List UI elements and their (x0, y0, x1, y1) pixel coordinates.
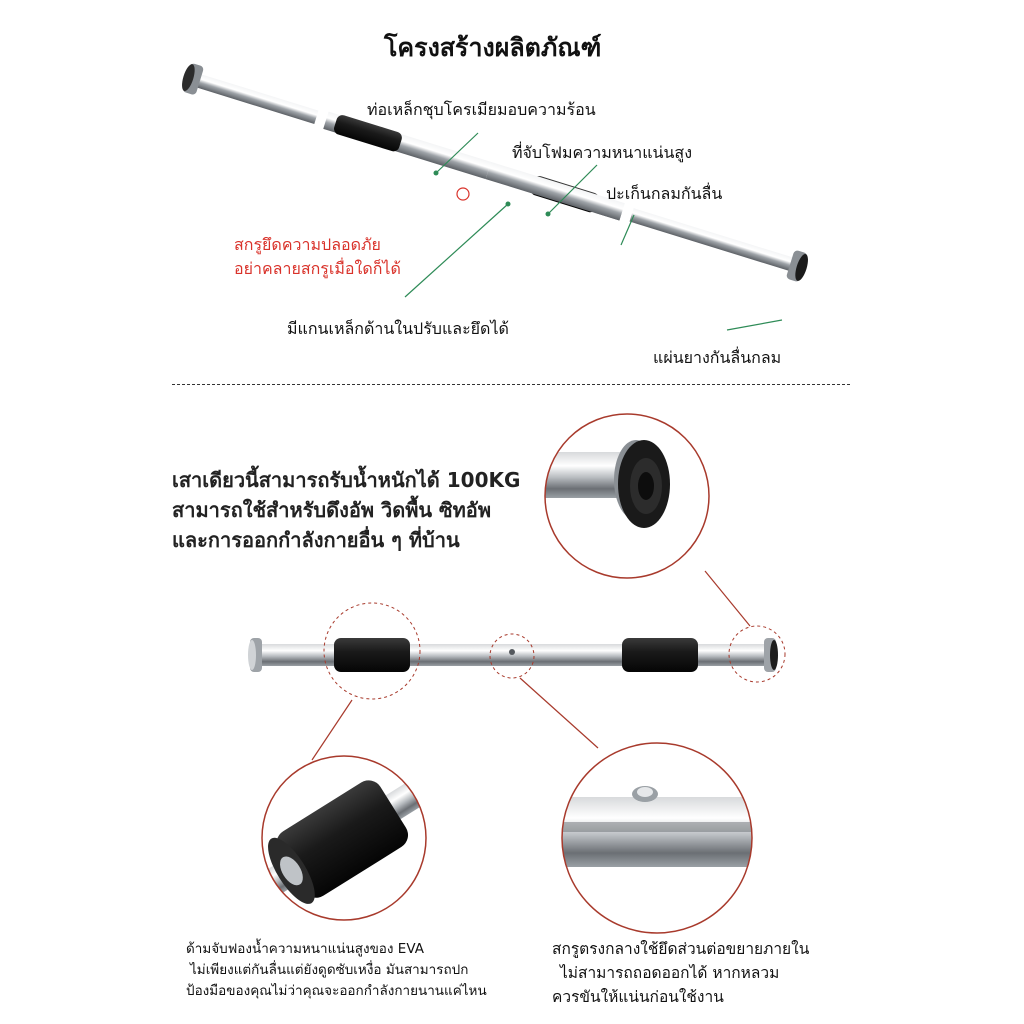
label-safety-screw: สกรูยึดความปลอดภัย (234, 235, 381, 254)
foam-grip-left (334, 638, 410, 672)
label-chrome-tube: ท่อเหล็กชุบโครเมียมอบความร้อน (367, 100, 596, 119)
caption-screw-line1: สกรูตรงกลางใช้ยึดส่วนต่อขยายภายใน (552, 940, 810, 958)
label-foam-grip: ที่จับโฟมความหนาแน่นสูง (512, 143, 692, 162)
horizontal-bar-illustration (248, 638, 778, 672)
caption-foam-line2: ไม่เพียงแต่กันลื่นแต่ยังดูดซับเหงื่อ มันสามารถปก (190, 962, 469, 978)
description-home: และการออกกำลังกายอื่น ๆ ที่บ้าน (172, 528, 460, 552)
page-title: โครงสร้างผลิตภัณฑ์ (384, 33, 602, 62)
zoom-center-screw (560, 743, 760, 933)
caption-foam-line3: ป้องมือของคุณไม่ว่าคุณจะออกกำลังกายนานแค่ไหน (186, 983, 487, 999)
safety-screw-marker (457, 188, 469, 200)
label-rubber-pad: แผ่นยางกันลื่นกลม (653, 348, 782, 367)
caption-screw-line3: ควรขันให้แน่นก่อนใช้งาน (552, 988, 724, 1006)
zoom-foam-grip (205, 721, 500, 944)
caption-foam-line1: ด้ามจับฟองน้ำความหนาแน่นสูงของ EVA (186, 941, 424, 957)
label-inner-rod: มีแกนเหล็กด้านในปรับและยึดได้ (287, 319, 509, 338)
description-uses: สามารถใช้สำหรับดึงอัพ วิดพื้น ซิทอัพ (172, 498, 492, 522)
section-divider (172, 384, 850, 385)
description-capacity: เสาเดียวนี้สามารถรับน้ำหนักได้ 100KG (172, 468, 521, 492)
zoom-end-cap (540, 414, 709, 578)
label-safety-screw-warning: อย่าคลายสกรูเมื่อใดก็ได้ (234, 259, 401, 278)
label-anti-slip-gasket: ปะเก็นกลมกันลื่น (606, 184, 723, 203)
foam-grip-right (622, 638, 698, 672)
caption-screw-line2: ไม่สามารถถอดออกได้ หากหลวม (560, 964, 780, 982)
